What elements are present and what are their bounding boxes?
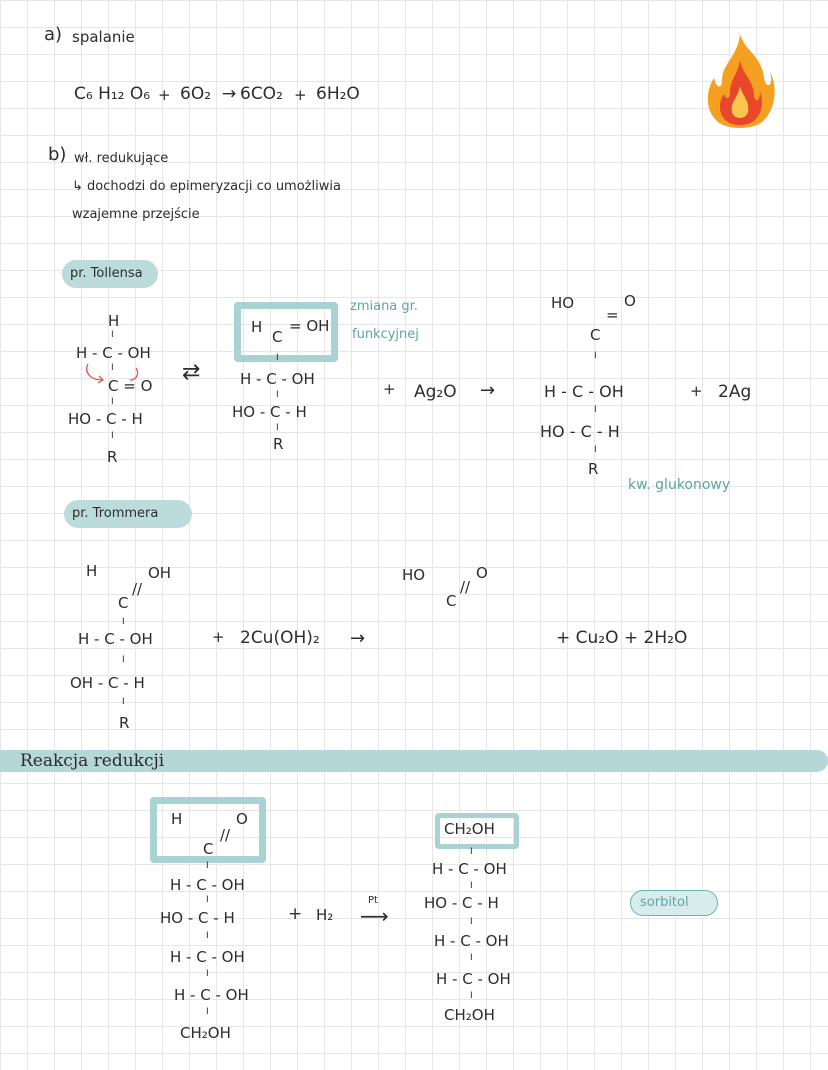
reduction-title: Reakcja redukcji [20, 751, 165, 771]
trl-row-3: OH - C - H [70, 674, 145, 692]
tm-row-2: I [276, 390, 279, 400]
tp-dbl: = [606, 306, 619, 324]
tl-row-8: R [107, 448, 118, 466]
trp-ho: HO [402, 566, 426, 584]
trl-row-4: I [122, 697, 125, 707]
tl-row-7: I [111, 431, 114, 441]
trl-row-0: I [122, 617, 125, 627]
tm-row-3: HO - C - H [232, 403, 307, 421]
rl-row-5: H - C - OH [170, 948, 245, 966]
rl-row-8: I [206, 1007, 209, 1017]
trl-row-5: R [119, 714, 130, 732]
tp-row-2: I [594, 405, 597, 415]
tm-top-oh: = OH [289, 317, 330, 335]
tm-row-4: I [276, 423, 279, 433]
tp-row-4: I [594, 445, 597, 455]
rp-row-1: I [470, 847, 473, 857]
trl-dbl: // [132, 580, 143, 598]
tl-row-1: I [111, 330, 114, 340]
tl-row-6: HO - C - H [68, 410, 143, 428]
rl-row-0: I [206, 861, 209, 871]
tp-carbon: C [590, 326, 601, 344]
section-b-note-line2: wzajemne przejście [72, 207, 200, 222]
tollens-product-plus: + [690, 382, 703, 400]
tm-carbon: C [272, 328, 283, 346]
section-b-note-line1: ↳ dochodzi do epimeryzacji co umożliwia [72, 179, 341, 194]
tp-row-5: R [588, 460, 599, 478]
rp-row-3: I [470, 881, 473, 891]
tp-top-o: O [624, 292, 636, 310]
eq-plus: + [158, 86, 171, 104]
rl-row-7: H - C - OH [174, 986, 249, 1004]
rl-top-o: O [236, 810, 248, 828]
trl-top-oh: OH [148, 564, 172, 582]
tm-row-0: I [276, 353, 279, 363]
rl-carbon: C [203, 840, 214, 858]
trommer-products-extra: + Cu₂O + 2H₂O [556, 628, 688, 648]
rp-row-9: I [470, 991, 473, 1001]
tollens-arrow: → [480, 380, 496, 401]
tl-row-5: I [111, 397, 114, 407]
trommer-label: pr. Trommera [72, 506, 159, 521]
rl-row-6: I [206, 969, 209, 979]
trp-dbl: // [460, 578, 471, 596]
tollens-product-silver: 2Ag [718, 382, 752, 402]
rl-row-1: H - C - OH [170, 876, 245, 894]
eq-reactant-oxygen: 6O₂ [180, 84, 212, 104]
section-b-title: wł. redukujące [74, 151, 169, 166]
tl-row-2: H - C - OH [76, 344, 151, 362]
tollens-reagent: Ag₂O [414, 382, 457, 402]
tollens-annotation-line1: zmiana gr. [350, 299, 418, 314]
tl-row-0: H [108, 312, 120, 330]
rp-row-5: I [470, 917, 473, 927]
tm-top-h: H [251, 318, 263, 336]
tollens-plus: + [383, 380, 396, 398]
rp-row-6: H - C - OH [434, 932, 509, 950]
reduction-arrow: ⟶ [360, 904, 389, 928]
rp-row-7: I [470, 953, 473, 963]
trl-row-1: H - C - OH [78, 630, 153, 648]
trl-top-h: H [86, 562, 98, 580]
rp-row-8: H - C - OH [436, 970, 511, 988]
trp-carbon: C [446, 592, 457, 610]
tp-row-3: HO - C - H [540, 422, 620, 441]
rl-dbl: // [220, 826, 231, 844]
trl-row-2: I [122, 655, 125, 665]
trl-carbon: C [118, 594, 129, 612]
fire-icon [704, 30, 776, 130]
eq-reactant-glucose: C₆ H₁₂ O₆ [74, 84, 151, 104]
tollens-equilibrium-arrow: ⇄ [182, 360, 201, 385]
trommer-plus: + [212, 628, 225, 646]
tm-row-1: H - C - OH [240, 370, 315, 388]
reduction-catalyst: Pt [368, 895, 378, 906]
trp-o: O [476, 564, 488, 582]
rl-row-9: CH₂OH [180, 1024, 231, 1042]
rp-row-4: HO - C - H [424, 894, 499, 912]
eq-product-water: 6H₂O [316, 84, 360, 104]
tollens-product-name: kw. glukonowy [628, 477, 731, 493]
tm-row-5: R [273, 435, 284, 453]
eq-plus-2: + [294, 86, 307, 104]
eq-arrow: → [222, 84, 237, 104]
section-a-label: a) [44, 24, 63, 45]
sorbitol-label: sorbitol [640, 895, 689, 910]
tl-row-4: C = O [108, 377, 153, 395]
rl-row-4: I [206, 931, 209, 941]
eq-product-co2: 6CO₂ [240, 84, 283, 104]
rl-row-3: HO - C - H [160, 909, 235, 927]
rl-top-h: H [171, 810, 183, 828]
tp-top-ho: HO [551, 294, 575, 312]
tollens-label: pr. Tollensa [70, 266, 143, 281]
epimerization-arrows-icon [80, 358, 150, 388]
section-b-label: b) [48, 144, 67, 165]
reduction-reagent: H₂ [316, 906, 334, 924]
trommer-reagent: 2Cu(OH)₂ [240, 628, 320, 648]
rl-row-2: I [206, 895, 209, 905]
tl-row-3: I [111, 363, 114, 373]
tp-row-1: H - C - OH [544, 382, 624, 401]
rp-row-0: CH₂OH [444, 820, 495, 838]
section-a-title: spalanie [72, 28, 135, 46]
rp-row-10: CH₂OH [444, 1006, 495, 1024]
tollens-annotation-line2: funkcyjnej [352, 327, 419, 342]
tp-row-0: I [594, 351, 597, 361]
trommer-arrow: → [350, 628, 366, 649]
reduction-plus: + [288, 904, 303, 924]
rp-row-2: H - C - OH [432, 860, 507, 878]
